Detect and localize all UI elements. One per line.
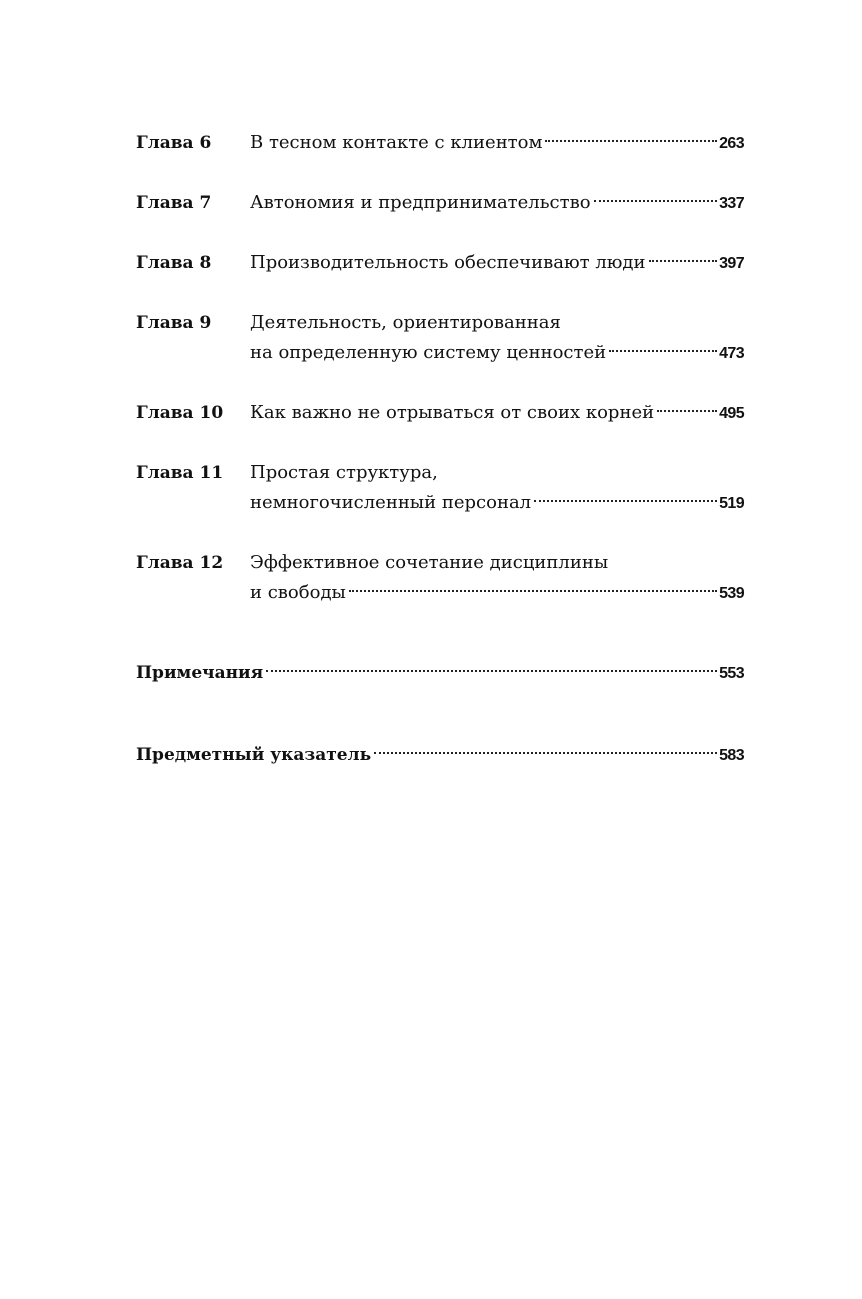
dot-leader (609, 350, 717, 352)
chapter-label: Глава 12 (136, 553, 224, 573)
chapter-label: Глава 8 (136, 253, 212, 273)
chapter-label: Глава 7 (136, 193, 212, 213)
dot-leader (594, 200, 718, 202)
chapter-label: Глава 9 (136, 313, 212, 333)
page-number: 397 (719, 255, 744, 272)
page-number: 519 (719, 495, 744, 512)
toc-entry-chapter-7[interactable] (136, 188, 744, 248)
chapter-title-line-1: Простая структура, (250, 462, 438, 483)
dot-leader (534, 500, 717, 502)
chapter-title: Автономия и предпринимательство (250, 192, 591, 213)
page-number: 473 (719, 345, 744, 362)
toc-entry-index[interactable] (136, 740, 744, 780)
dot-leader (657, 410, 717, 412)
toc-entry-chapter-9[interactable] (136, 308, 744, 398)
dot-leader (349, 590, 717, 592)
page-number: 583 (719, 747, 744, 764)
toc-entry-notes[interactable] (136, 658, 744, 740)
table-of-contents (136, 128, 744, 780)
chapter-title-line-1: Деятельность, ориентированная (250, 312, 561, 333)
dot-leader (266, 670, 717, 672)
chapter-label: Глава 11 (136, 463, 224, 483)
notes-title: Примечания (136, 663, 264, 683)
toc-entry-chapter-11[interactable] (136, 458, 744, 548)
index-title: Предметный указатель (136, 745, 372, 765)
chapter-label: Глава 10 (136, 403, 224, 423)
toc-entry-chapter-12[interactable] (136, 548, 744, 658)
chapter-title-line-1: Эффективное сочетание дисциплины (250, 552, 609, 573)
page-number: 553 (719, 665, 744, 682)
toc-entry-chapter-8[interactable] (136, 248, 744, 308)
toc-entry-chapter-10[interactable] (136, 398, 744, 458)
chapter-title: В тесном контакте с клиентом (250, 132, 543, 153)
page-number: 539 (719, 585, 744, 602)
chapter-label: Глава 6 (136, 133, 212, 153)
chapter-title: на определенную систему ценностей (250, 342, 607, 363)
page-number: 495 (719, 405, 744, 422)
dot-leader (545, 140, 717, 142)
chapter-title: Как важно не отрываться от своих корней (250, 402, 655, 423)
chapter-title: Производительность обеспечивают люди (250, 252, 646, 273)
toc-entry-chapter-6[interactable] (136, 128, 744, 188)
dot-leader (374, 752, 717, 754)
dot-leader (649, 260, 718, 262)
chapter-title: и свободы (250, 582, 346, 603)
page-number: 337 (719, 195, 744, 212)
chapter-title: немногочисленный персонал (250, 492, 532, 513)
page-number: 263 (719, 135, 744, 152)
